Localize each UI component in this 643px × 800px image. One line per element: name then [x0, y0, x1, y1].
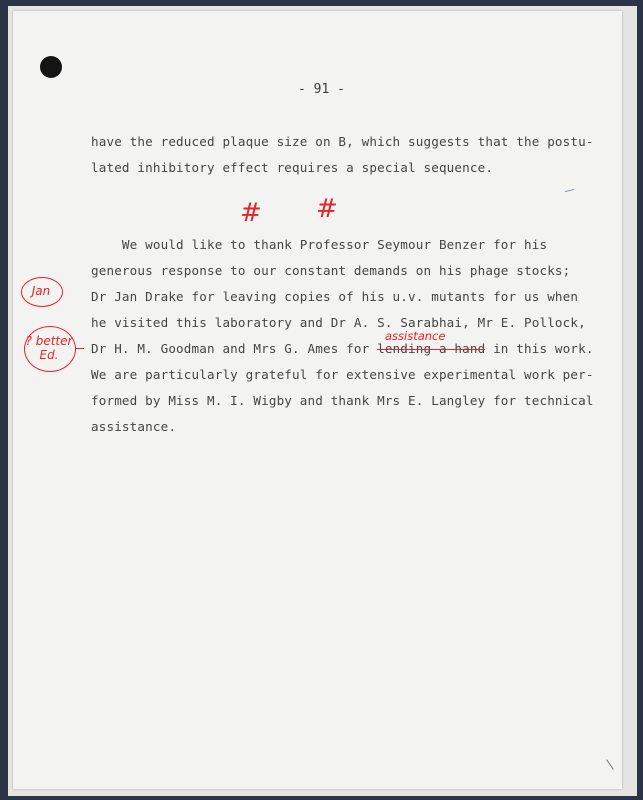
- paragraph2-line3: Dr Jan Drake for leaving copies of his u.v. mutants for us when: [91, 289, 579, 304]
- margin-pointer: [75, 348, 84, 349]
- paragraph2-line4: he visited this laboratory and Dr A. S. Sarabhai, Mr E. Pollock,: [91, 315, 586, 330]
- paragraph-break-mark: #: [240, 198, 262, 228]
- paragraph2-line2: generous response to our constant demands on his phage stocks;: [91, 263, 571, 278]
- margin-note-better-line1: ? better: [25, 334, 73, 348]
- struck-text: lending a hand: [377, 341, 486, 356]
- line5-text-after: in this work.: [485, 341, 594, 356]
- paragraph2-line6: We are particularly grateful for extensive experimental work per-: [91, 367, 594, 382]
- paragraph-break-mark: #: [316, 194, 338, 224]
- paragraph2-line7: formed by Miss M. I. Wigby and thank Mrs E. Langley for technical: [91, 393, 594, 408]
- paragraph2-line1: We would like to thank Professor Seymour Benzer for his: [91, 237, 548, 252]
- paragraph2-line5: [91, 341, 594, 356]
- punch-hole: [40, 56, 62, 78]
- page-number: - 91 -: [298, 82, 345, 97]
- paragraph1-line2: lated inhibitory effect requires a special sequence.: [91, 160, 494, 175]
- paragraph1-line1: have the reduced plaque size on B, which suggests that the postu-: [91, 134, 594, 149]
- margin-note-better-line2: Ed.: [39, 348, 59, 362]
- paragraph2-line8: assistance.: [91, 419, 177, 434]
- inserted-word: assistance: [385, 329, 446, 343]
- line5-text-before: Dr H. M. Goodman and Mrs G. Ames for: [91, 341, 378, 356]
- margin-note-jan: Jan: [31, 284, 51, 298]
- margin-note-better: [22, 334, 76, 362]
